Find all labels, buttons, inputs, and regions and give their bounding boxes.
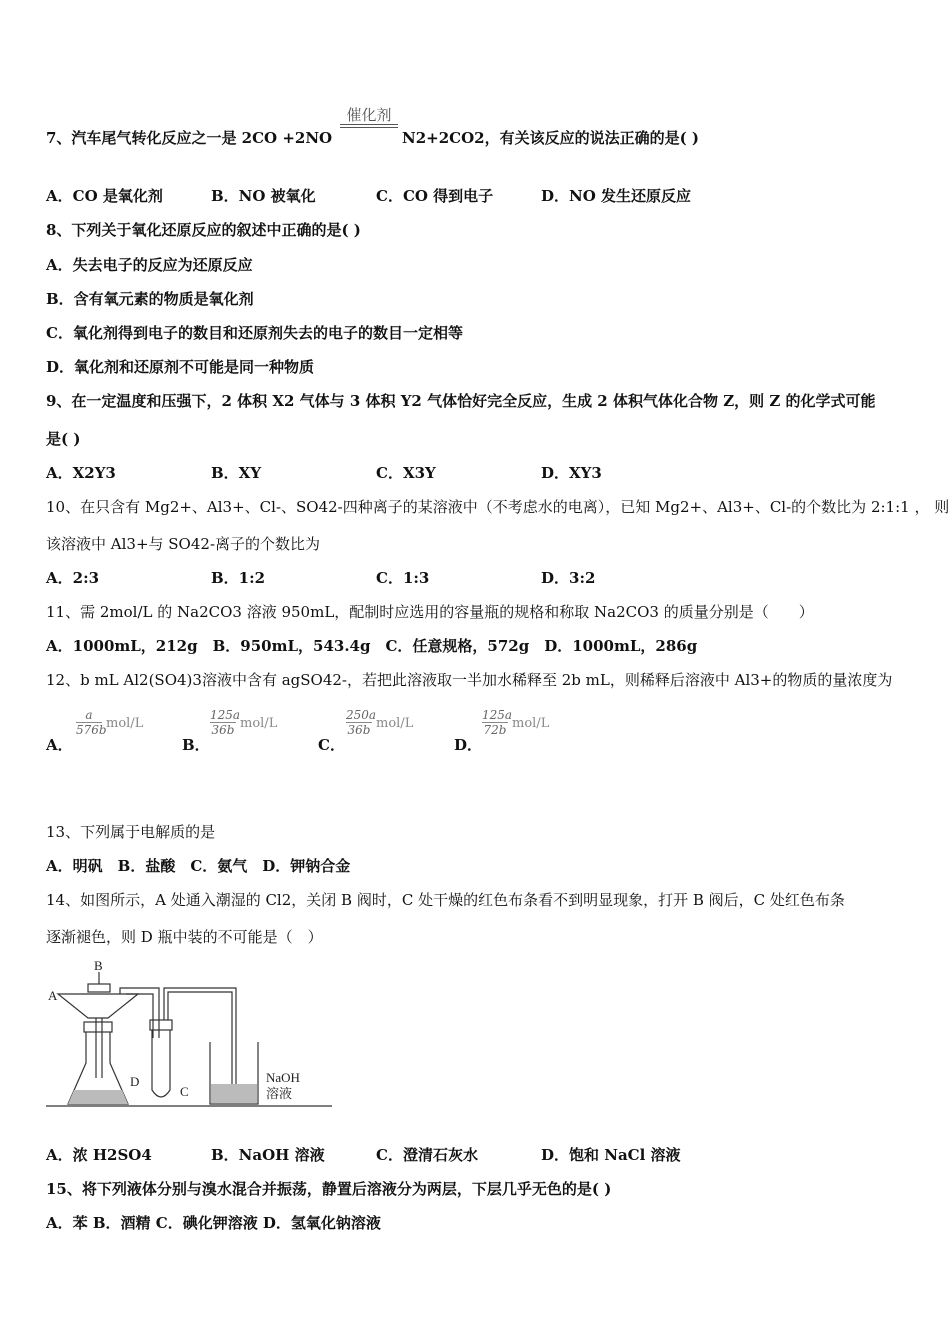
q15-stem: 15、将下列液体分别与溴水混合并振荡，静置后溶液分为两层，下层几乎无色的是( ) (46, 1180, 612, 1198)
q8-option-d: D．氧化剂和还原剂不可能是同一种物质 (46, 358, 315, 376)
q9-stem-line2: 是( ) (46, 430, 81, 448)
label-d: D (130, 1074, 140, 1089)
q15-options: A．苯 B．酒精 C．碘化钾溶液 D．氢氧化钠溶液 (46, 1214, 381, 1232)
flask-stopper (84, 1022, 112, 1032)
q7-option-d: D．NO 发生还原反应 (541, 187, 692, 205)
q7-stem-part1: 7、汽车尾气转化反应之一是 2CO +2NO (46, 129, 333, 147)
q7-stem-part2: N2+2CO2，有关该反应的说法正确的是( ) (402, 129, 700, 147)
label-b: B (94, 958, 103, 973)
q9-option-d: D．XY3 (541, 464, 602, 482)
q9-option-a: A．X2Y3 (46, 464, 116, 482)
q8-option-c: C．氧化剂得到电子的数目和还原剂失去的电子的数目一定相等 (46, 324, 463, 342)
label-naoh: NaOH (266, 1070, 300, 1085)
q12-option-b-label: B． (182, 736, 210, 754)
label-a: A (48, 988, 58, 1003)
catalyst-label: 催化剂 (346, 106, 392, 124)
test-tube (152, 1030, 170, 1097)
q12-option-c-unit: mol/L (376, 716, 414, 731)
q14-stem-line1: 14、如图所示，A 处通入潮湿的 Cl2，关闭 B 阀时，C 处干燥的红色布条看不到明显现象，打开 B 阀后，C 处红色布条 (46, 891, 845, 909)
q7-option-a: A．CO 是氧化剂 (46, 187, 163, 205)
q11-stem: 11、需 2mol/L 的 Na2CO3 溶液 950mL，配制时应选用的容量瓶的规格和称取 Na2CO3 的质量分别是（ ） (46, 603, 814, 621)
q8-option-b: B．含有氧元素的物质是氧化剂 (46, 290, 254, 308)
q12-option-c-label: C． (318, 736, 345, 754)
q13-options: A．明矾 B．盐酸 C．氨气 D．钾钠合金 (46, 857, 351, 875)
inlet-funnel (58, 994, 138, 1018)
q12-option-b-fraction: 125a 36b (210, 708, 241, 737)
q7-option-c: C．CO 得到电子 (376, 187, 494, 205)
q10-option-c: C．1:3 (376, 569, 430, 587)
q9-option-b: B．XY (211, 464, 262, 482)
apparatus-figure (44, 958, 334, 1110)
q12-option-b-unit: mol/L (240, 716, 278, 731)
q11-options: A．1000mL，212g B．950mL，543.4g C．任意规格，572g D．1000mL，286g (46, 637, 698, 655)
q8-stem: 8、下列关于氧化还原反应的叙述中正确的是( ) (46, 221, 361, 239)
q9-stem-line1: 9、在一定温度和压强下，2 体积 X2 气体与 3 体积 Y2 气体恰好完全反应，生成 2 体积气体化合物 Z，则 Z 的化学式可能 (46, 392, 876, 410)
q12-stem: 12、b mL Al2(SO4)3溶液中含有 agSO42-，若把此溶液取一半加水稀释至 2b mL，则稀释后溶液中 Al3+的物质的量浓度为 (46, 671, 893, 689)
q12-option-d-unit: mol/L (512, 716, 550, 731)
q12-option-a-label: A． (46, 736, 73, 754)
label-c: C (180, 1084, 189, 1099)
q12-option-d-fraction: 125a 72b (482, 708, 513, 737)
q12-option-c-fraction: 250a 36b (346, 708, 377, 737)
reaction-arrow (340, 124, 398, 128)
q8-option-a: A．失去电子的反应为还原反应 (46, 256, 253, 274)
q13-stem: 13、下列属于电解质的是 (46, 823, 216, 841)
q14-option-d: D．饱和 NaCl 溶液 (541, 1146, 681, 1164)
q7-option-b: B．NO 被氧化 (211, 187, 316, 205)
q14-option-c: C．澄清石灰水 (376, 1146, 478, 1164)
outlet-tube (164, 988, 236, 1096)
q14-stem-line2: 逐渐褪色，则 D 瓶中装的不可能是（ ） (46, 928, 323, 946)
q10-option-a: A．2:3 (46, 569, 100, 587)
q10-option-d: D．3:2 (541, 569, 596, 587)
q9-option-c: C．X3Y (376, 464, 436, 482)
q10-stem-line1: 10、在只含有 Mg2+、Al3+、Cl-、SO42-四种离子的某溶液中（不考虑水的电离），已知 Mg2+、Al3+、Cl-的个数比为 2:1:1 ， 则 (46, 498, 950, 516)
q12-option-a-unit: mol/L (106, 716, 144, 731)
valve-b (88, 984, 110, 992)
q10-stem-line2: 该溶液中 Al3+与 SO42-离子的个数比为 (46, 535, 321, 553)
q12-option-d-label: D． (454, 736, 483, 754)
flask-liquid (68, 1090, 128, 1104)
q12-option-a-fraction: a 576b (76, 708, 107, 737)
q14-option-b: B．NaOH 溶液 (211, 1146, 325, 1164)
beaker-liquid (211, 1084, 257, 1103)
q10-option-b: B．1:2 (211, 569, 266, 587)
q14-option-a: A．浓 H2SO4 (46, 1146, 152, 1164)
label-naoh-solution: 溶液 (266, 1086, 293, 1101)
